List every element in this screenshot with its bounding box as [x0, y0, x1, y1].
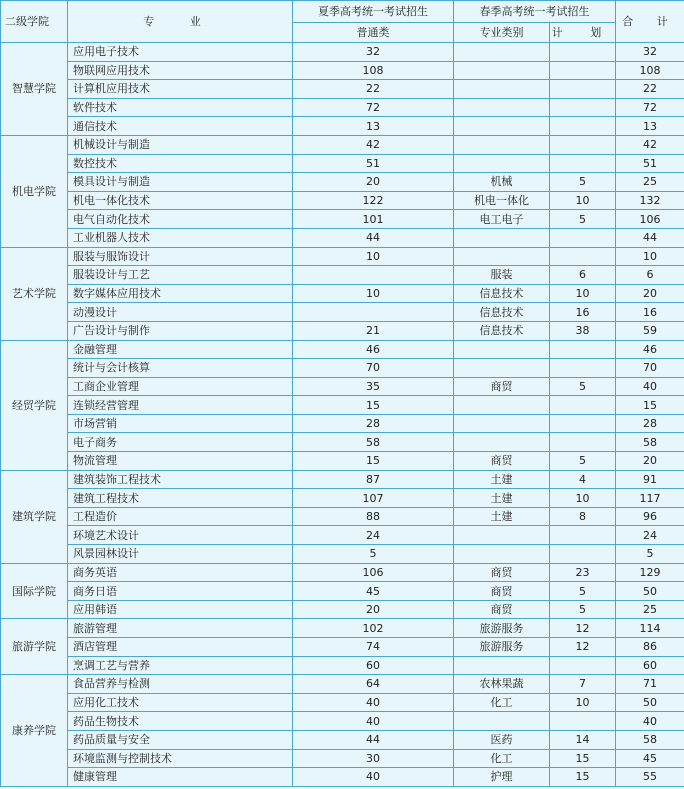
- spring-category-cell: [454, 526, 550, 545]
- major-cell: 烹调工艺与营养: [68, 656, 293, 675]
- major-cell: 食品营养与检测: [68, 675, 293, 694]
- header-total: 合 计: [616, 1, 684, 43]
- table-row: [1, 619, 684, 638]
- spring-plan-cell: 4: [550, 470, 616, 489]
- total-cell: 58: [616, 730, 684, 749]
- table-row: [1, 693, 684, 712]
- summer-regular-cell: 108: [293, 61, 454, 80]
- summer-regular-cell: 44: [293, 730, 454, 749]
- spring-category-cell: [454, 154, 550, 173]
- table-row: [1, 470, 684, 489]
- spring-category-cell: 护理: [454, 768, 550, 787]
- spring-category-cell: [454, 43, 550, 62]
- spring-plan-cell: [550, 61, 616, 80]
- total-cell: 70: [616, 359, 684, 378]
- major-cell: 模具设计与制造: [68, 173, 293, 192]
- summer-regular-cell: [293, 303, 454, 322]
- spring-category-cell: 信息技术: [454, 321, 550, 340]
- major-cell: 机械设计与制造: [68, 135, 293, 154]
- major-cell: 连锁经营管理: [68, 396, 293, 415]
- spring-category-cell: [454, 712, 550, 731]
- total-cell: 106: [616, 210, 684, 229]
- major-cell: 数控技术: [68, 154, 293, 173]
- table-row: [1, 582, 684, 601]
- table-row: [1, 489, 684, 508]
- spring-category-cell: [454, 247, 550, 266]
- summer-regular-cell: 22: [293, 80, 454, 99]
- spring-category-cell: 商贸: [454, 377, 550, 396]
- table-row: [1, 210, 684, 229]
- spring-plan-cell: [550, 526, 616, 545]
- spring-plan-cell: 7: [550, 675, 616, 694]
- spring-category-cell: [454, 656, 550, 675]
- major-cell: 电气自动化技术: [68, 210, 293, 229]
- summer-regular-cell: 13: [293, 117, 454, 136]
- header-college: 二级学院: [1, 1, 68, 43]
- spring-category-cell: 信息技术: [454, 284, 550, 303]
- header-major: 专 业: [68, 1, 293, 43]
- spring-plan-cell: [550, 712, 616, 731]
- major-cell: 服装与服饰设计: [68, 247, 293, 266]
- table-row: [1, 98, 684, 117]
- total-cell: 60: [616, 656, 684, 675]
- summer-regular-cell: 10: [293, 284, 454, 303]
- spring-plan-cell: [550, 80, 616, 99]
- major-cell: 商务英语: [68, 563, 293, 582]
- total-cell: 40: [616, 377, 684, 396]
- table-body: [1, 43, 684, 787]
- spring-plan-cell: [550, 43, 616, 62]
- spring-category-cell: [454, 117, 550, 136]
- major-cell: 旅游管理: [68, 619, 293, 638]
- header-spring-plan: 计 划: [550, 23, 616, 43]
- spring-plan-cell: 23: [550, 563, 616, 582]
- total-cell: 50: [616, 693, 684, 712]
- spring-category-cell: 土建: [454, 470, 550, 489]
- spring-category-cell: 医药: [454, 730, 550, 749]
- total-cell: 25: [616, 600, 684, 619]
- total-cell: 42: [616, 135, 684, 154]
- total-cell: 91: [616, 470, 684, 489]
- total-cell: 6: [616, 266, 684, 285]
- total-cell: 22: [616, 80, 684, 99]
- table-row: [1, 303, 684, 322]
- table-row: [1, 340, 684, 359]
- total-cell: 15: [616, 396, 684, 415]
- total-cell: 59: [616, 321, 684, 340]
- table-row: [1, 247, 684, 266]
- college-name-cell: 国际学院: [1, 563, 68, 619]
- spring-plan-cell: [550, 433, 616, 452]
- spring-category-cell: 旅游服务: [454, 638, 550, 657]
- spring-category-cell: [454, 135, 550, 154]
- summer-regular-cell: 72: [293, 98, 454, 117]
- table-row: [1, 284, 684, 303]
- total-cell: 16: [616, 303, 684, 322]
- spring-plan-cell: [550, 414, 616, 433]
- spring-plan-cell: 5: [550, 600, 616, 619]
- major-cell: 建筑装饰工程技术: [68, 470, 293, 489]
- table-row: [1, 600, 684, 619]
- spring-plan-cell: 5: [550, 452, 616, 471]
- summer-regular-cell: 10: [293, 247, 454, 266]
- total-cell: 10: [616, 247, 684, 266]
- summer-regular-cell: 60: [293, 656, 454, 675]
- spring-plan-cell: 10: [550, 284, 616, 303]
- spring-category-cell: 化工: [454, 693, 550, 712]
- major-cell: 市场营销: [68, 414, 293, 433]
- major-cell: 广告设计与制作: [68, 321, 293, 340]
- total-cell: 50: [616, 582, 684, 601]
- summer-regular-cell: 44: [293, 228, 454, 247]
- major-cell: 应用韩语: [68, 600, 293, 619]
- spring-category-cell: 商贸: [454, 600, 550, 619]
- table-row: [1, 638, 684, 657]
- spring-plan-cell: 14: [550, 730, 616, 749]
- table-row: [1, 43, 684, 62]
- spring-category-cell: [454, 414, 550, 433]
- major-cell: 机电一体化技术: [68, 191, 293, 210]
- major-cell: 软件技术: [68, 98, 293, 117]
- summer-regular-cell: 15: [293, 452, 454, 471]
- summer-regular-cell: 101: [293, 210, 454, 229]
- spring-plan-cell: 5: [550, 173, 616, 192]
- spring-plan-cell: [550, 135, 616, 154]
- major-cell: 工商企业管理: [68, 377, 293, 396]
- major-cell: 通信技术: [68, 117, 293, 136]
- spring-plan-cell: 38: [550, 321, 616, 340]
- header-row-1: [1, 1, 684, 23]
- spring-category-cell: 机电一体化: [454, 191, 550, 210]
- college-name-cell: 智慧学院: [1, 43, 68, 136]
- spring-category-cell: [454, 359, 550, 378]
- major-cell: 物流管理: [68, 452, 293, 471]
- college-name-cell: 机电学院: [1, 135, 68, 247]
- college-name-cell: 康养学院: [1, 675, 68, 787]
- total-cell: 13: [616, 117, 684, 136]
- total-cell: 5: [616, 545, 684, 564]
- total-cell: 20: [616, 452, 684, 471]
- summer-regular-cell: 30: [293, 749, 454, 768]
- spring-category-cell: [454, 228, 550, 247]
- table-row: [1, 563, 684, 582]
- summer-regular-cell: 20: [293, 600, 454, 619]
- spring-category-cell: [454, 80, 550, 99]
- header-summer-regular: 普通类: [293, 23, 454, 43]
- table-row: [1, 526, 684, 545]
- major-cell: 酒店管理: [68, 638, 293, 657]
- summer-regular-cell: 28: [293, 414, 454, 433]
- major-cell: 应用电子技术: [68, 43, 293, 62]
- total-cell: 51: [616, 154, 684, 173]
- total-cell: 55: [616, 768, 684, 787]
- summer-regular-cell: 58: [293, 433, 454, 452]
- total-cell: 28: [616, 414, 684, 433]
- spring-category-cell: [454, 98, 550, 117]
- total-cell: 46: [616, 340, 684, 359]
- summer-regular-cell: 35: [293, 377, 454, 396]
- college-name-cell: 旅游学院: [1, 619, 68, 675]
- table-row: [1, 749, 684, 768]
- college-name-cell: 艺术学院: [1, 247, 68, 340]
- summer-regular-cell: 51: [293, 154, 454, 173]
- spring-plan-cell: [550, 247, 616, 266]
- total-cell: 71: [616, 675, 684, 694]
- total-cell: 24: [616, 526, 684, 545]
- spring-category-cell: 旅游服务: [454, 619, 550, 638]
- table-row: [1, 117, 684, 136]
- summer-regular-cell: 70: [293, 359, 454, 378]
- spring-category-cell: [454, 545, 550, 564]
- total-cell: 20: [616, 284, 684, 303]
- spring-category-cell: [454, 61, 550, 80]
- college-name-cell: 建筑学院: [1, 470, 68, 563]
- total-cell: 86: [616, 638, 684, 657]
- total-cell: 132: [616, 191, 684, 210]
- summer-regular-cell: 15: [293, 396, 454, 415]
- major-cell: 工业机器人技术: [68, 228, 293, 247]
- major-cell: 金融管理: [68, 340, 293, 359]
- total-cell: 44: [616, 228, 684, 247]
- major-cell: 建筑工程技术: [68, 489, 293, 508]
- summer-regular-cell: 5: [293, 545, 454, 564]
- table-row: [1, 191, 684, 210]
- total-cell: 25: [616, 173, 684, 192]
- spring-plan-cell: [550, 545, 616, 564]
- spring-plan-cell: 10: [550, 489, 616, 508]
- summer-regular-cell: 40: [293, 768, 454, 787]
- spring-category-cell: [454, 396, 550, 415]
- spring-category-cell: 农林果蔬: [454, 675, 550, 694]
- total-cell: 117: [616, 489, 684, 508]
- summer-regular-cell: 40: [293, 712, 454, 731]
- major-cell: 应用化工技术: [68, 693, 293, 712]
- major-cell: 统计与会计核算: [68, 359, 293, 378]
- table-row: [1, 730, 684, 749]
- spring-plan-cell: 8: [550, 507, 616, 526]
- summer-regular-cell: 107: [293, 489, 454, 508]
- spring-plan-cell: [550, 117, 616, 136]
- summer-regular-cell: 21: [293, 321, 454, 340]
- major-cell: 电子商务: [68, 433, 293, 452]
- summer-regular-cell: 24: [293, 526, 454, 545]
- total-cell: 40: [616, 712, 684, 731]
- summer-regular-cell: 40: [293, 693, 454, 712]
- table-row: [1, 545, 684, 564]
- summer-regular-cell: 122: [293, 191, 454, 210]
- major-cell: 环境监测与控制技术: [68, 749, 293, 768]
- summer-regular-cell: 102: [293, 619, 454, 638]
- spring-plan-cell: 12: [550, 619, 616, 638]
- spring-category-cell: 商贸: [454, 452, 550, 471]
- major-cell: 物联网应用技术: [68, 61, 293, 80]
- table-row: [1, 266, 684, 285]
- table-row: [1, 507, 684, 526]
- major-cell: 商务日语: [68, 582, 293, 601]
- major-cell: 环境艺术设计: [68, 526, 293, 545]
- header-summer-exam: 夏季高考统一考试招生: [293, 1, 454, 23]
- table-row: [1, 135, 684, 154]
- spring-category-cell: 商贸: [454, 582, 550, 601]
- major-cell: 工程造价: [68, 507, 293, 526]
- spring-plan-cell: 6: [550, 266, 616, 285]
- spring-category-cell: 土建: [454, 489, 550, 508]
- summer-regular-cell: 88: [293, 507, 454, 526]
- table-row: [1, 173, 684, 192]
- summer-regular-cell: 32: [293, 43, 454, 62]
- spring-plan-cell: 15: [550, 768, 616, 787]
- spring-category-cell: [454, 433, 550, 452]
- summer-regular-cell: 64: [293, 675, 454, 694]
- spring-category-cell: 化工: [454, 749, 550, 768]
- college-name-cell: 经贸学院: [1, 340, 68, 470]
- summer-regular-cell: [293, 266, 454, 285]
- spring-plan-cell: 16: [550, 303, 616, 322]
- table-row: [1, 712, 684, 731]
- spring-plan-cell: [550, 396, 616, 415]
- spring-plan-cell: 12: [550, 638, 616, 657]
- table-row: [1, 228, 684, 247]
- table-row: [1, 377, 684, 396]
- total-cell: 96: [616, 507, 684, 526]
- spring-category-cell: 电工电子: [454, 210, 550, 229]
- total-cell: 72: [616, 98, 684, 117]
- spring-plan-cell: [550, 656, 616, 675]
- table-row: [1, 433, 684, 452]
- spring-category-cell: 信息技术: [454, 303, 550, 322]
- summer-regular-cell: 74: [293, 638, 454, 657]
- major-cell: 药品生物技术: [68, 712, 293, 731]
- spring-plan-cell: 5: [550, 377, 616, 396]
- spring-plan-cell: [550, 359, 616, 378]
- major-cell: 计算机应用技术: [68, 80, 293, 99]
- table-row: [1, 768, 684, 787]
- total-cell: 45: [616, 749, 684, 768]
- table-row: [1, 675, 684, 694]
- spring-plan-cell: 15: [550, 749, 616, 768]
- header-spring-category: 专业类别: [454, 23, 550, 43]
- table-row: [1, 396, 684, 415]
- summer-regular-cell: 42: [293, 135, 454, 154]
- header-spring-exam: 春季高考统一考试招生: [454, 1, 616, 23]
- major-cell: 药品质量与安全: [68, 730, 293, 749]
- table-row: [1, 61, 684, 80]
- total-cell: 108: [616, 61, 684, 80]
- total-cell: 32: [616, 43, 684, 62]
- spring-category-cell: 土建: [454, 507, 550, 526]
- table-row: [1, 414, 684, 433]
- table-row: [1, 321, 684, 340]
- spring-plan-cell: 5: [550, 582, 616, 601]
- table-row: [1, 359, 684, 378]
- spring-plan-cell: [550, 98, 616, 117]
- total-cell: 129: [616, 563, 684, 582]
- table-row: [1, 80, 684, 99]
- spring-plan-cell: 5: [550, 210, 616, 229]
- major-cell: 动漫设计: [68, 303, 293, 322]
- table-row: [1, 656, 684, 675]
- total-cell: 114: [616, 619, 684, 638]
- spring-plan-cell: [550, 340, 616, 359]
- major-cell: 服装设计与工艺: [68, 266, 293, 285]
- summer-regular-cell: 20: [293, 173, 454, 192]
- spring-plan-cell: [550, 154, 616, 173]
- table-row: [1, 452, 684, 471]
- spring-plan-cell: 10: [550, 693, 616, 712]
- spring-category-cell: 商贸: [454, 563, 550, 582]
- major-cell: 风景园林设计: [68, 545, 293, 564]
- major-cell: 数字媒体应用技术: [68, 284, 293, 303]
- summer-regular-cell: 46: [293, 340, 454, 359]
- total-cell: 58: [616, 433, 684, 452]
- spring-category-cell: [454, 340, 550, 359]
- summer-regular-cell: 45: [293, 582, 454, 601]
- spring-category-cell: 机械: [454, 173, 550, 192]
- spring-plan-cell: 10: [550, 191, 616, 210]
- spring-plan-cell: [550, 228, 616, 247]
- summer-regular-cell: 106: [293, 563, 454, 582]
- spring-category-cell: 服装: [454, 266, 550, 285]
- table-row: [1, 154, 684, 173]
- major-cell: 健康管理: [68, 768, 293, 787]
- summer-regular-cell: 87: [293, 470, 454, 489]
